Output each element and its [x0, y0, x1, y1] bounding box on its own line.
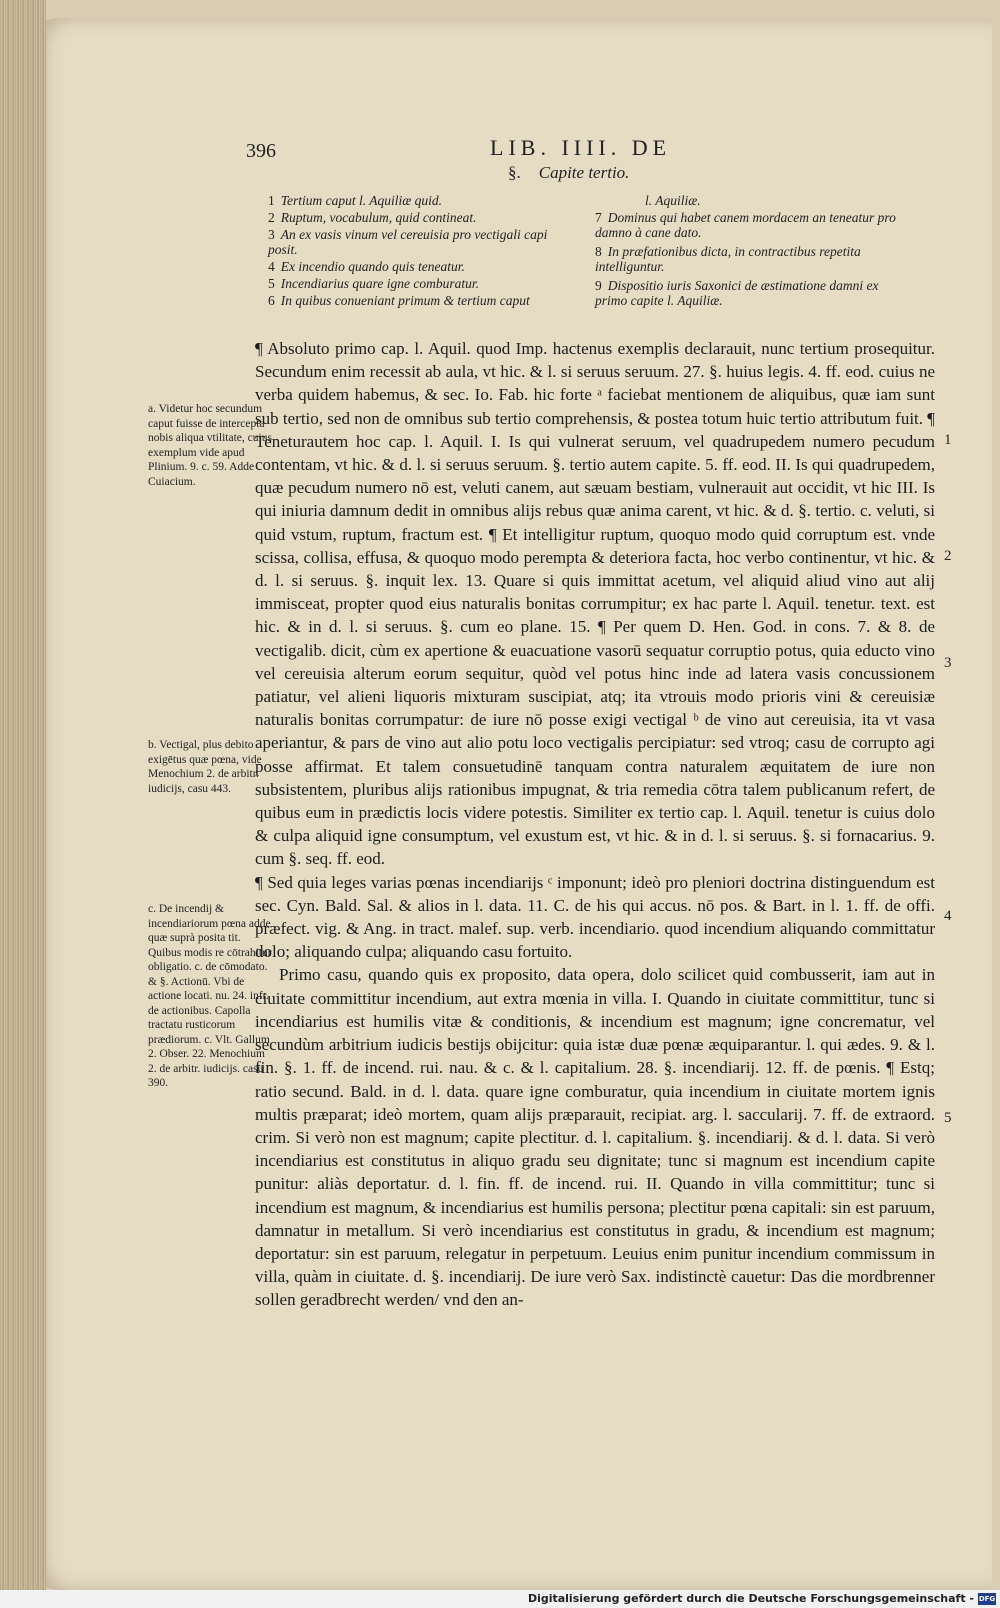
toc-item: 6 In quibus conueniant primum & tertium caput	[268, 293, 530, 308]
footer-bar	[0, 1590, 1000, 1608]
section-heading	[508, 163, 629, 183]
toc-item: 9 Dispositio iuris Saxonici de æstimatione damni ex primo capite l. Aquiliæ.	[595, 278, 879, 308]
running-head: LIB. IIII. DE	[490, 135, 672, 160]
toc-item: 5 Incendiarius quare igne comburatur.	[268, 276, 479, 291]
paragraph: Primo casu, quando quis ex proposito, data opera, dolo scilicet quid combusserit, iam aut in ciuitate committitur incendium, aut extra mœnia in villa. I. Quando in ciuitate committitur, tunc si incendiarius est humilis vitæ & conditionis, & incendium est magnum; igne concrematur, vel secundùm arbitrium iudicis bestijs obijcitur: quia istæ duæ pœnæ æquiparantur. l. qui ædes. 9. & l. fin. §. 1. ff. de incend. rui. nau. & c. & l. capitalium. 28. §. incendiarij. 12. ff. de pœnis. ¶ Estq; ratio secund. Bald. in d. l. data. quare igne comburatur, quia incendium in ciuitate mortem ignis multis præparat; ideò mortem, quam alijs præparauit, recipiat. arg. l. saccularij. 7. ff. de extraord. crim. Si verò non est magnum; capite plectitur. d. l. capitalium. §. incendiarij. & d. l. data. Si verò incendiarius est constitutus in aliquo gradu seu dignitate; tunc si magnum est incendium capite punitur: aliàs deportatur. d. l. fin. ff. de incend. rui. II. Quando in villa committitur; tunc si incendium est magnum, & incendiarius est humilis persona; plectitur pœna capitali: sin est paruum, damnatur in metallum. Si verò incendiarius est constitutus in gradu, & incendium est magnum; deportatur: sin est paruum, relegatur in perpetuum. Leuius enim punitur incendium commissum in villa, quàm in ciuitate. d. §. incendiarij. De iure verò Sax. indistinctè cauetur: Das die mordbrenner sollen geradbrecht werden/ vnd den an-	[255, 965, 935, 1310]
body-text	[255, 337, 935, 1312]
dfg-logo: DFG	[978, 1595, 996, 1603]
toc-item: 2 Ruptum, vocabulum, quid contineat.	[268, 210, 477, 225]
toc-item: 1 Tertium caput l. Aquiliæ quid.	[268, 193, 443, 208]
margin-note-c: c. De incendij & incendiariorum pœna adde quæ suprà posita tit. Quibus modis re cōtrahitur obligatio. c. de cōmodato. & §. Actionū. Vbi de actione locati. nu. 24. infr. de actionibus. Capolla tractatu rusticorum prædiorum. c. Vlt. Gallum 2. Obser. 22. Menochium 2. de arbitr. iudicijs. casu 390.	[148, 903, 272, 1089]
page-edges	[0, 0, 46, 1590]
margin-number: 2	[944, 548, 952, 564]
margin-number: 4	[944, 908, 952, 924]
toc-item: 8 In præfationibus dicta, in contractibus repetita intelliguntur.	[595, 244, 861, 274]
toc-left	[268, 193, 568, 308]
margin-number: 3	[944, 655, 952, 671]
paragraph: ¶ Absoluto primo cap. l. Aquil. quod Imp. hactenus exemplis declarauit, nunc tertium prosequitur. Secundum enim recessit ab aula, vt hic. & l. si seruus seruum. 27. §. huius legis. 4. ff. eod. cuius ne verba quidem habemus, & sec. Io. Fab. hic forte ᵃ faciebat mentionem de aliquibus, quæ iam sunt sub tertio, sed non de omnibus sub tertio comprehensis, & postea totum huic tertio attributum fuit. ¶ Teneturautem hoc cap. l. Aquil. I. Is qui vulnerat seruum, vel quadrupedem numero pecudum contentam, vt hic. & d. l. si seruus seruum. §. tertio autem capite. 5. ff. eod. II. Is qui quadrupedem, quæ pecudum numero nō est, veluti canem, aut sæuam bestiam, vulnerauit aut occidit, vt hic III. Is qui iniuria damnum dedit in omnibus alijs rebus quæ anima carent, vt hic. & d. §. tertio. c. veluti, si quid vstum, ruptum, fractum est. ¶ Et intelligitur ruptum, quoquo modo quid corruptum est. vnde scissa, collisa, effusa, & quoquo modo perempta & deteriora facta, hoc verbo continentur, vt hic. & d. l. si seruus. §. inquit lex. 13. Quare si quis immittat acetum, vel aliquid aliud vino aut alij immisceat, propter quod eius naturalis bonitas corrumpitur; ex hac parte l. Aquil. tenetur. text. est hic. & in d. l. si seruus. §. cum eo plane. 15. ¶ Per quem D. Hen. God. in cons. 7. & 8. de vectigalib. dicit, cùm ex apertione & euacuatione vasorū sequatur corruptio potus, quia educto vino vel cereuisia alterum eorum sequitur, quòd vel potus hinc inde ad latera vasis concussionem patiatur, vel alieni liquoris mixturam suscipiat, atq; ita vtrouis modo prioris vini & cereuisiæ naturalis bonitas corrumpatur: de iure nō posse exigi vectigal ᵇ de vino aut cereuisia, ita vt vasa aperiantur, & pars de vino aut alio potu loco vectigalis percipiatur: sed vtroq; casu de corrupto agi posse affirmat. Et talem consuetudinē tanquam contra naturalem æquitatem de iure non subsistentem, pluribus alijs rationibus impugnat, & tria remedia cōtra talem publicanum refert, de quibus eum in prædictis locis videre potestis. Similiter ex tertio cap. l. Aquil. tenetur is cuius dolo & culpa aliquid igne consumptum, vel exustum est, vt hic. & in d. l. si seruus. §. si fornacarius. 9. cum §. seq. ff. eod.	[255, 339, 935, 869]
margin-number: 1	[944, 432, 952, 448]
margin-number: 5	[944, 1110, 952, 1126]
toc-right	[595, 193, 910, 308]
paragraph: ¶ Sed quia leges varias pœnas incendiarijs ᶜ imponunt; ideò pro pleniori doctrina distinguendum est sec. Cyn. Bald. Sal. & alios in l. data. 11. C. de his qui accus. nō pos. & Bart. in l. 1. ff. de offi. præfect. vig. & Ang. in tract. malef. sup. verb. incendiario. quod incendium aliquando committatur dolo; aliquando culpa; aliquando casu fortuito.	[255, 872, 935, 962]
section-title: Capite tertio.	[538, 163, 630, 182]
toc-item: 3 An ex vasis vinum vel cereuisia pro vectigali capi posit.	[268, 227, 548, 257]
margin-note-a: a. Videtur hoc secundum caput fuisse de intercepta nobis aliqua vtilitate, cuius exemplum vide apud Plinium. 9. c. 59. Adde Cuiacium.	[148, 403, 272, 488]
toc-item: l. Aquiliæ.	[645, 193, 701, 208]
toc-item: 7 Dominus qui habet canem mordacem an teneatur pro damno à cane dato.	[595, 210, 896, 240]
toc-item: 4 Ex incendio quando quis teneatur.	[268, 259, 465, 274]
section-symbol: §.	[508, 163, 521, 182]
margin-note-b: b. Vectigal, plus debito exigētus quæ pœna, vide Menochium 2. de arbitr. iudicijs, casu 443.	[148, 739, 262, 795]
footer-credit: Digitalisierung gefördert durch die Deutsche Forschungsgemeinschaft -	[527, 1592, 974, 1605]
page-number: 396	[246, 140, 276, 162]
